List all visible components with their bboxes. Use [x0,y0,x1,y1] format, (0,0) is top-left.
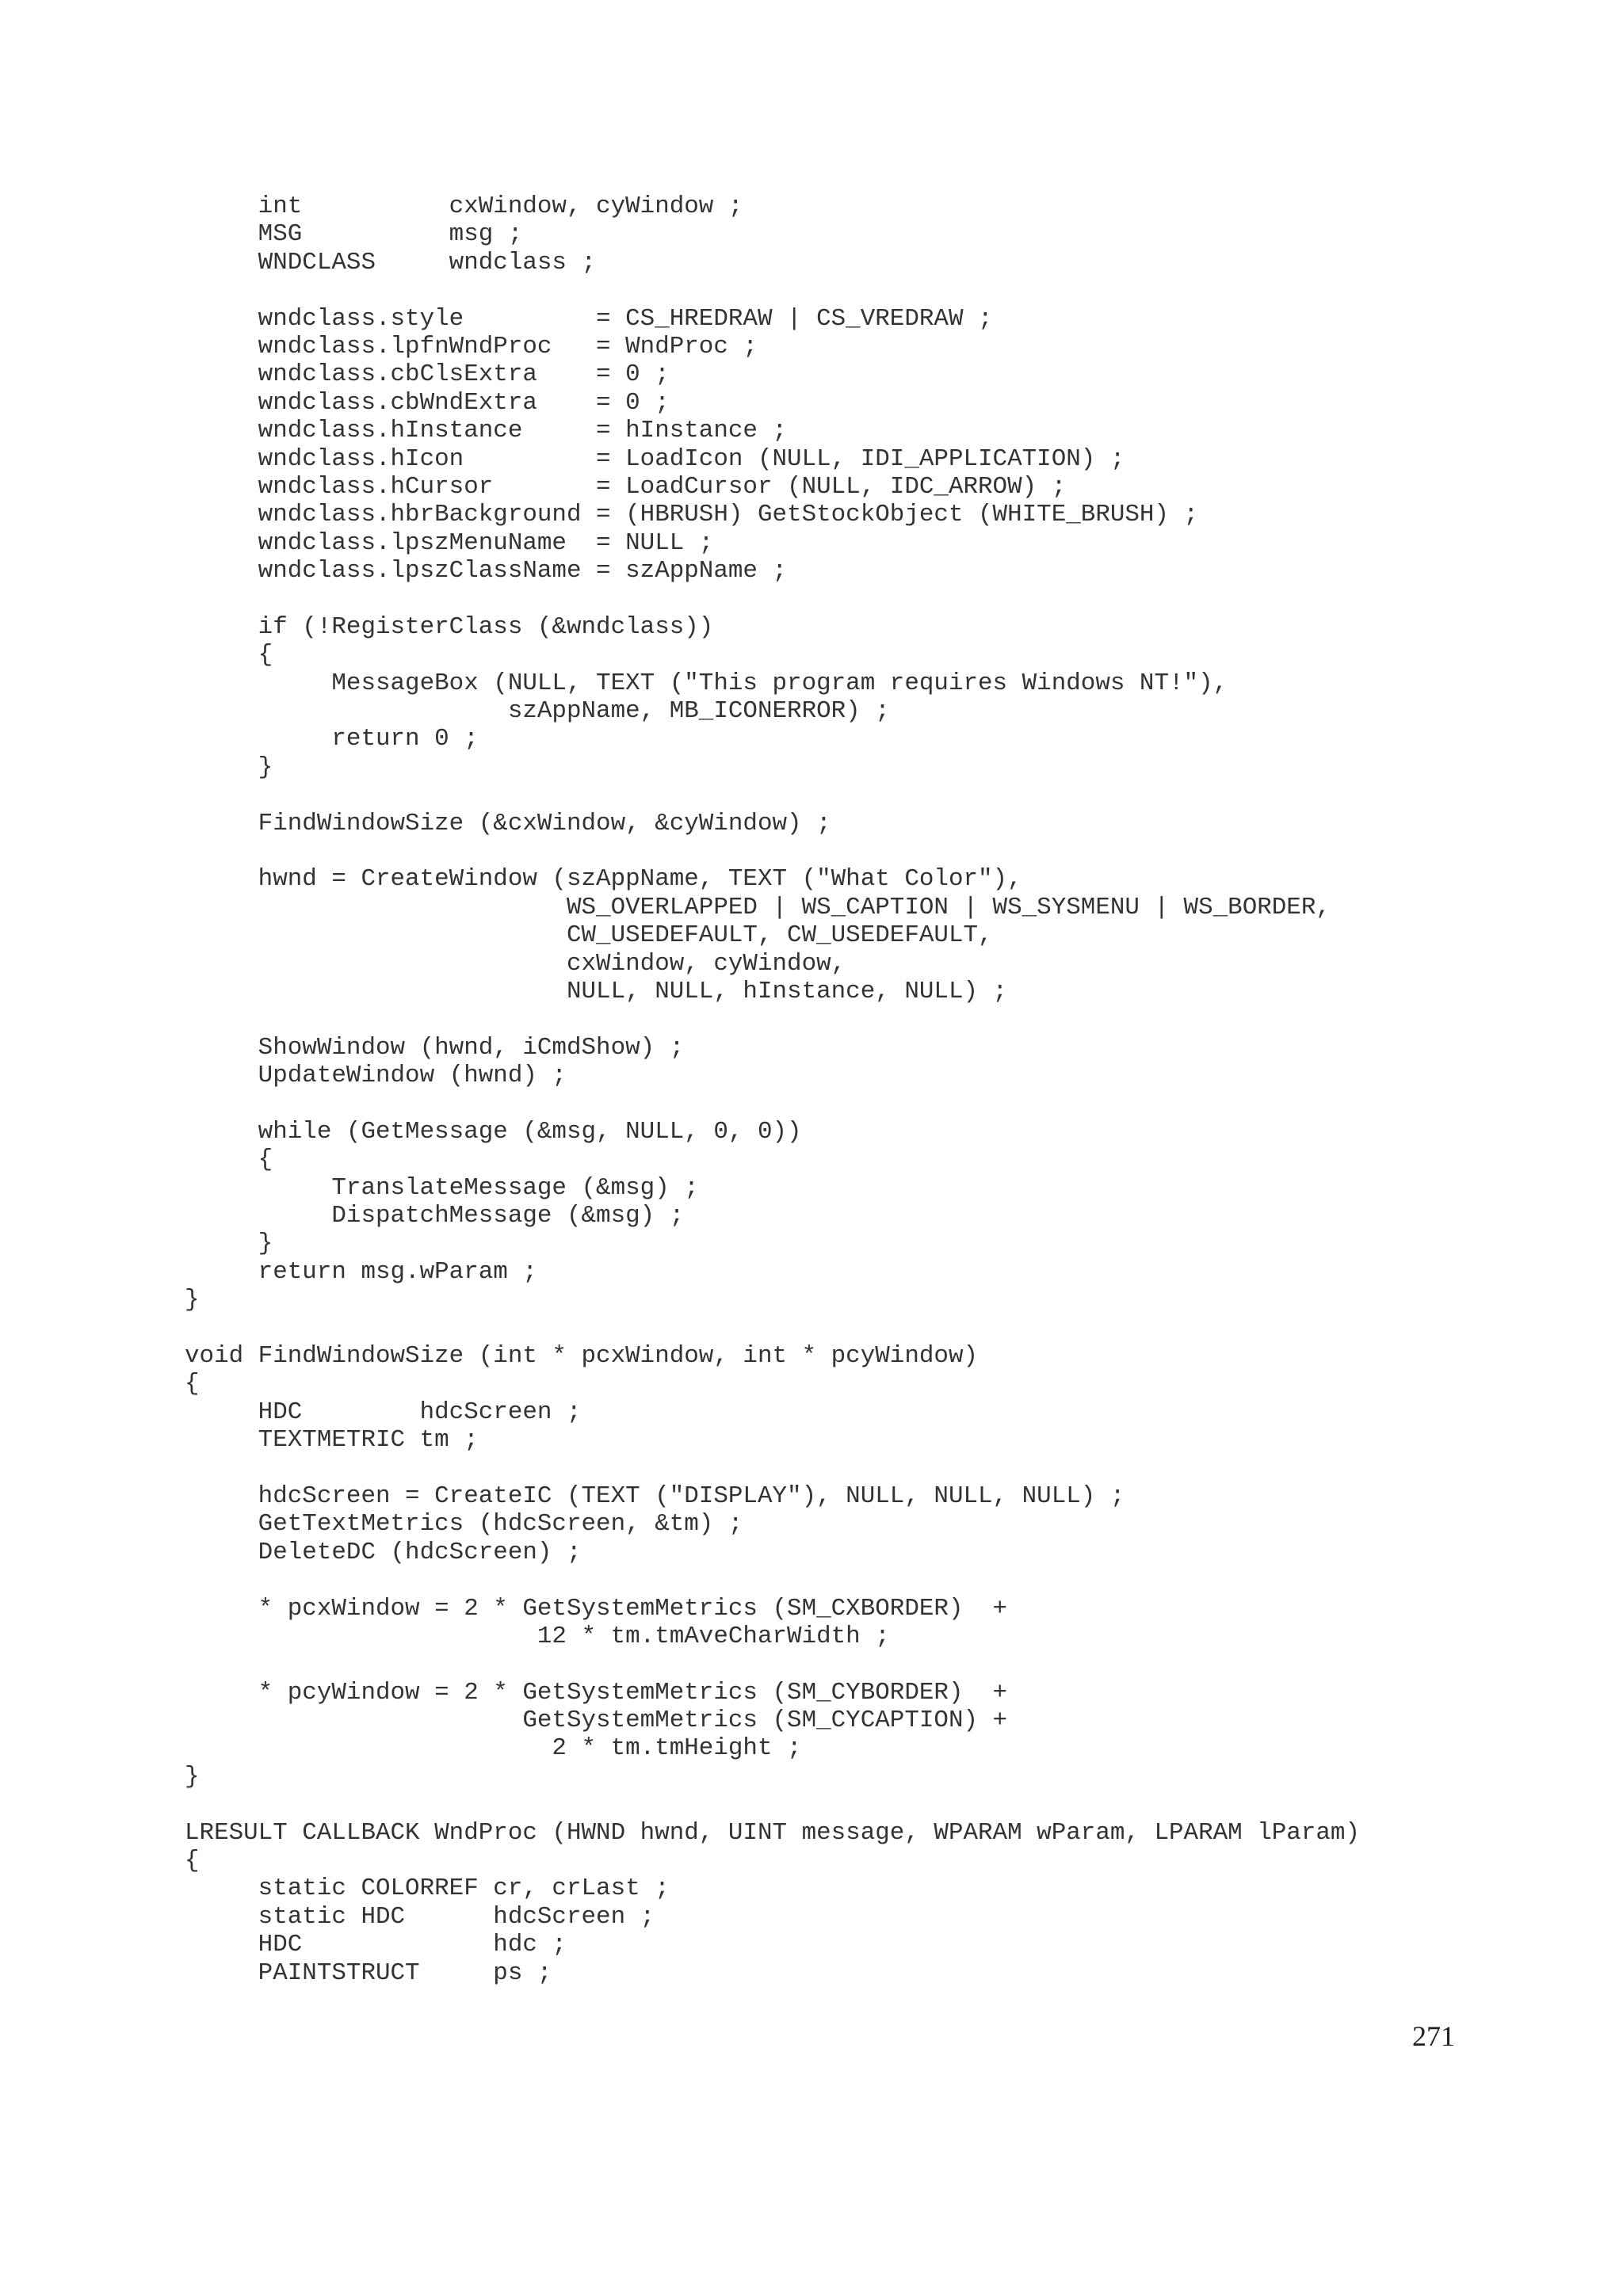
code-line: wndclass.hInstance = hInstance ; [185,417,788,445]
code-line [185,1314,1360,1342]
code-line [185,837,1360,865]
code-line: WS_OVERLAPPED | WS_CAPTION | WS_SYSMENU | WS_BORDER, [185,893,1331,921]
code-line: { [185,1146,273,1174]
code-line: UpdateWindow (hwnd) ; [185,1062,567,1090]
code-line: GetSystemMetrics (SM_CYCAPTION) + [185,1707,1008,1735]
code-line: } [185,1286,200,1314]
code-line: void FindWindowSize (int * pcxWindow, int * pcyWindow) [185,1342,979,1371]
code-line: 12 * tm.tmAveCharWidth ; [185,1622,890,1650]
code-line: MSG msg ; [185,220,523,249]
code-line: LRESULT CALLBACK WndProc (HWND hwnd, UINT message, WPARAM wParam, LPARAM lParam) [185,1818,1360,1847]
code-line: * pcyWindow = 2 * GetSystemMetrics (SM_CYBORDER) + [185,1678,1008,1707]
code-line: HDC hdc ; [185,1931,567,1959]
code-line: wndclass.hIcon = LoadIcon (NULL, IDI_APPLICATION) ; [185,444,1125,473]
code-line: NULL, NULL, hInstance, NULL) ; [185,977,1008,1005]
code-line: { [185,1847,200,1875]
code-line: wndclass.cbClsExtra = 0 ; [185,360,670,389]
code-line: wndclass.lpszClassName = szAppName ; [185,557,788,585]
code-line: DispatchMessage (&msg) ; [185,1202,685,1230]
code-line: FindWindowSize (&cxWindow, &cyWindow) ; [185,809,831,837]
code-line: static COLORREF cr, crLast ; [185,1875,670,1903]
code-line: static HDC hdcScreen ; [185,1902,655,1931]
code-line: CW_USEDEFAULT, CW_USEDEFAULT, [185,921,993,950]
code-line: GetTextMetrics (hdcScreen, &tm) ; [185,1510,743,1539]
code-line: } [185,1762,200,1791]
code-line [185,1791,1360,1818]
code-line [185,585,1360,612]
code-line: return 0 ; [185,725,479,753]
code-line: DeleteDC (hdcScreen) ; [185,1538,582,1566]
code-line: hdcScreen = CreateIC (TEXT ("DISPLAY"), NULL, NULL, NULL) ; [185,1482,1125,1510]
code-line: wndclass.lpszMenuName = NULL ; [185,528,714,557]
code-line [185,1566,1360,1594]
code-line [185,277,1360,304]
code-listing [185,193,1360,1987]
page-number: 271 [1412,2020,1455,2052]
code-line: } [185,753,273,781]
code-line: if (!RegisterClass (&wndclass)) [185,612,714,641]
code-line: wndclass.hbrBackground = (HBRUSH) GetStockObject (WHITE_BRUSH) ; [185,501,1199,529]
code-line [185,1090,1360,1118]
code-line: return msg.wParam ; [185,1257,537,1286]
code-line: wndclass.cbWndExtra = 0 ; [185,388,670,417]
code-line [185,781,1360,809]
code-line [185,1650,1360,1678]
code-line: wndclass.hCursor = LoadCursor (NULL, IDC_ARROW) ; [185,472,1067,501]
code-line: WNDCLASS wndclass ; [185,248,597,277]
code-line: TEXTMETRIC tm ; [185,1426,479,1455]
code-line: hwnd = CreateWindow (szAppName, TEXT ("What Color"), [185,865,1022,894]
code-line: PAINTSTRUCT ps ; [185,1958,552,1987]
code-line: 2 * tm.tmHeight ; [185,1734,802,1763]
code-line: cxWindow, cyWindow, [185,949,846,978]
code-line: { [185,641,273,669]
code-line: TranslateMessage (&msg) ; [185,1173,699,1202]
code-line [185,1455,1360,1482]
code-line: * pcxWindow = 2 * GetSystemMetrics (SM_CXBORDER) + [185,1594,1008,1623]
code-line: szAppName, MB_ICONERROR) ; [185,697,890,726]
code-line: wndclass.lpfnWndProc = WndProc ; [185,332,758,360]
code-line: ShowWindow (hwnd, iCmdShow) ; [185,1033,685,1062]
code-line [185,1005,1360,1033]
code-line: while (GetMessage (&msg, NULL, 0, 0)) [185,1117,802,1146]
code-line: int cxWindow, cyWindow ; [185,193,743,220]
code-line: wndclass.style = CS_HREDRAW | CS_VREDRAW ; [185,304,993,333]
code-line: MessageBox (NULL, TEXT ("This program requires Windows NT!"), [185,669,1228,697]
code-line: { [185,1370,200,1398]
code-line: HDC hdcScreen ; [185,1398,582,1426]
code-line: } [185,1230,273,1258]
